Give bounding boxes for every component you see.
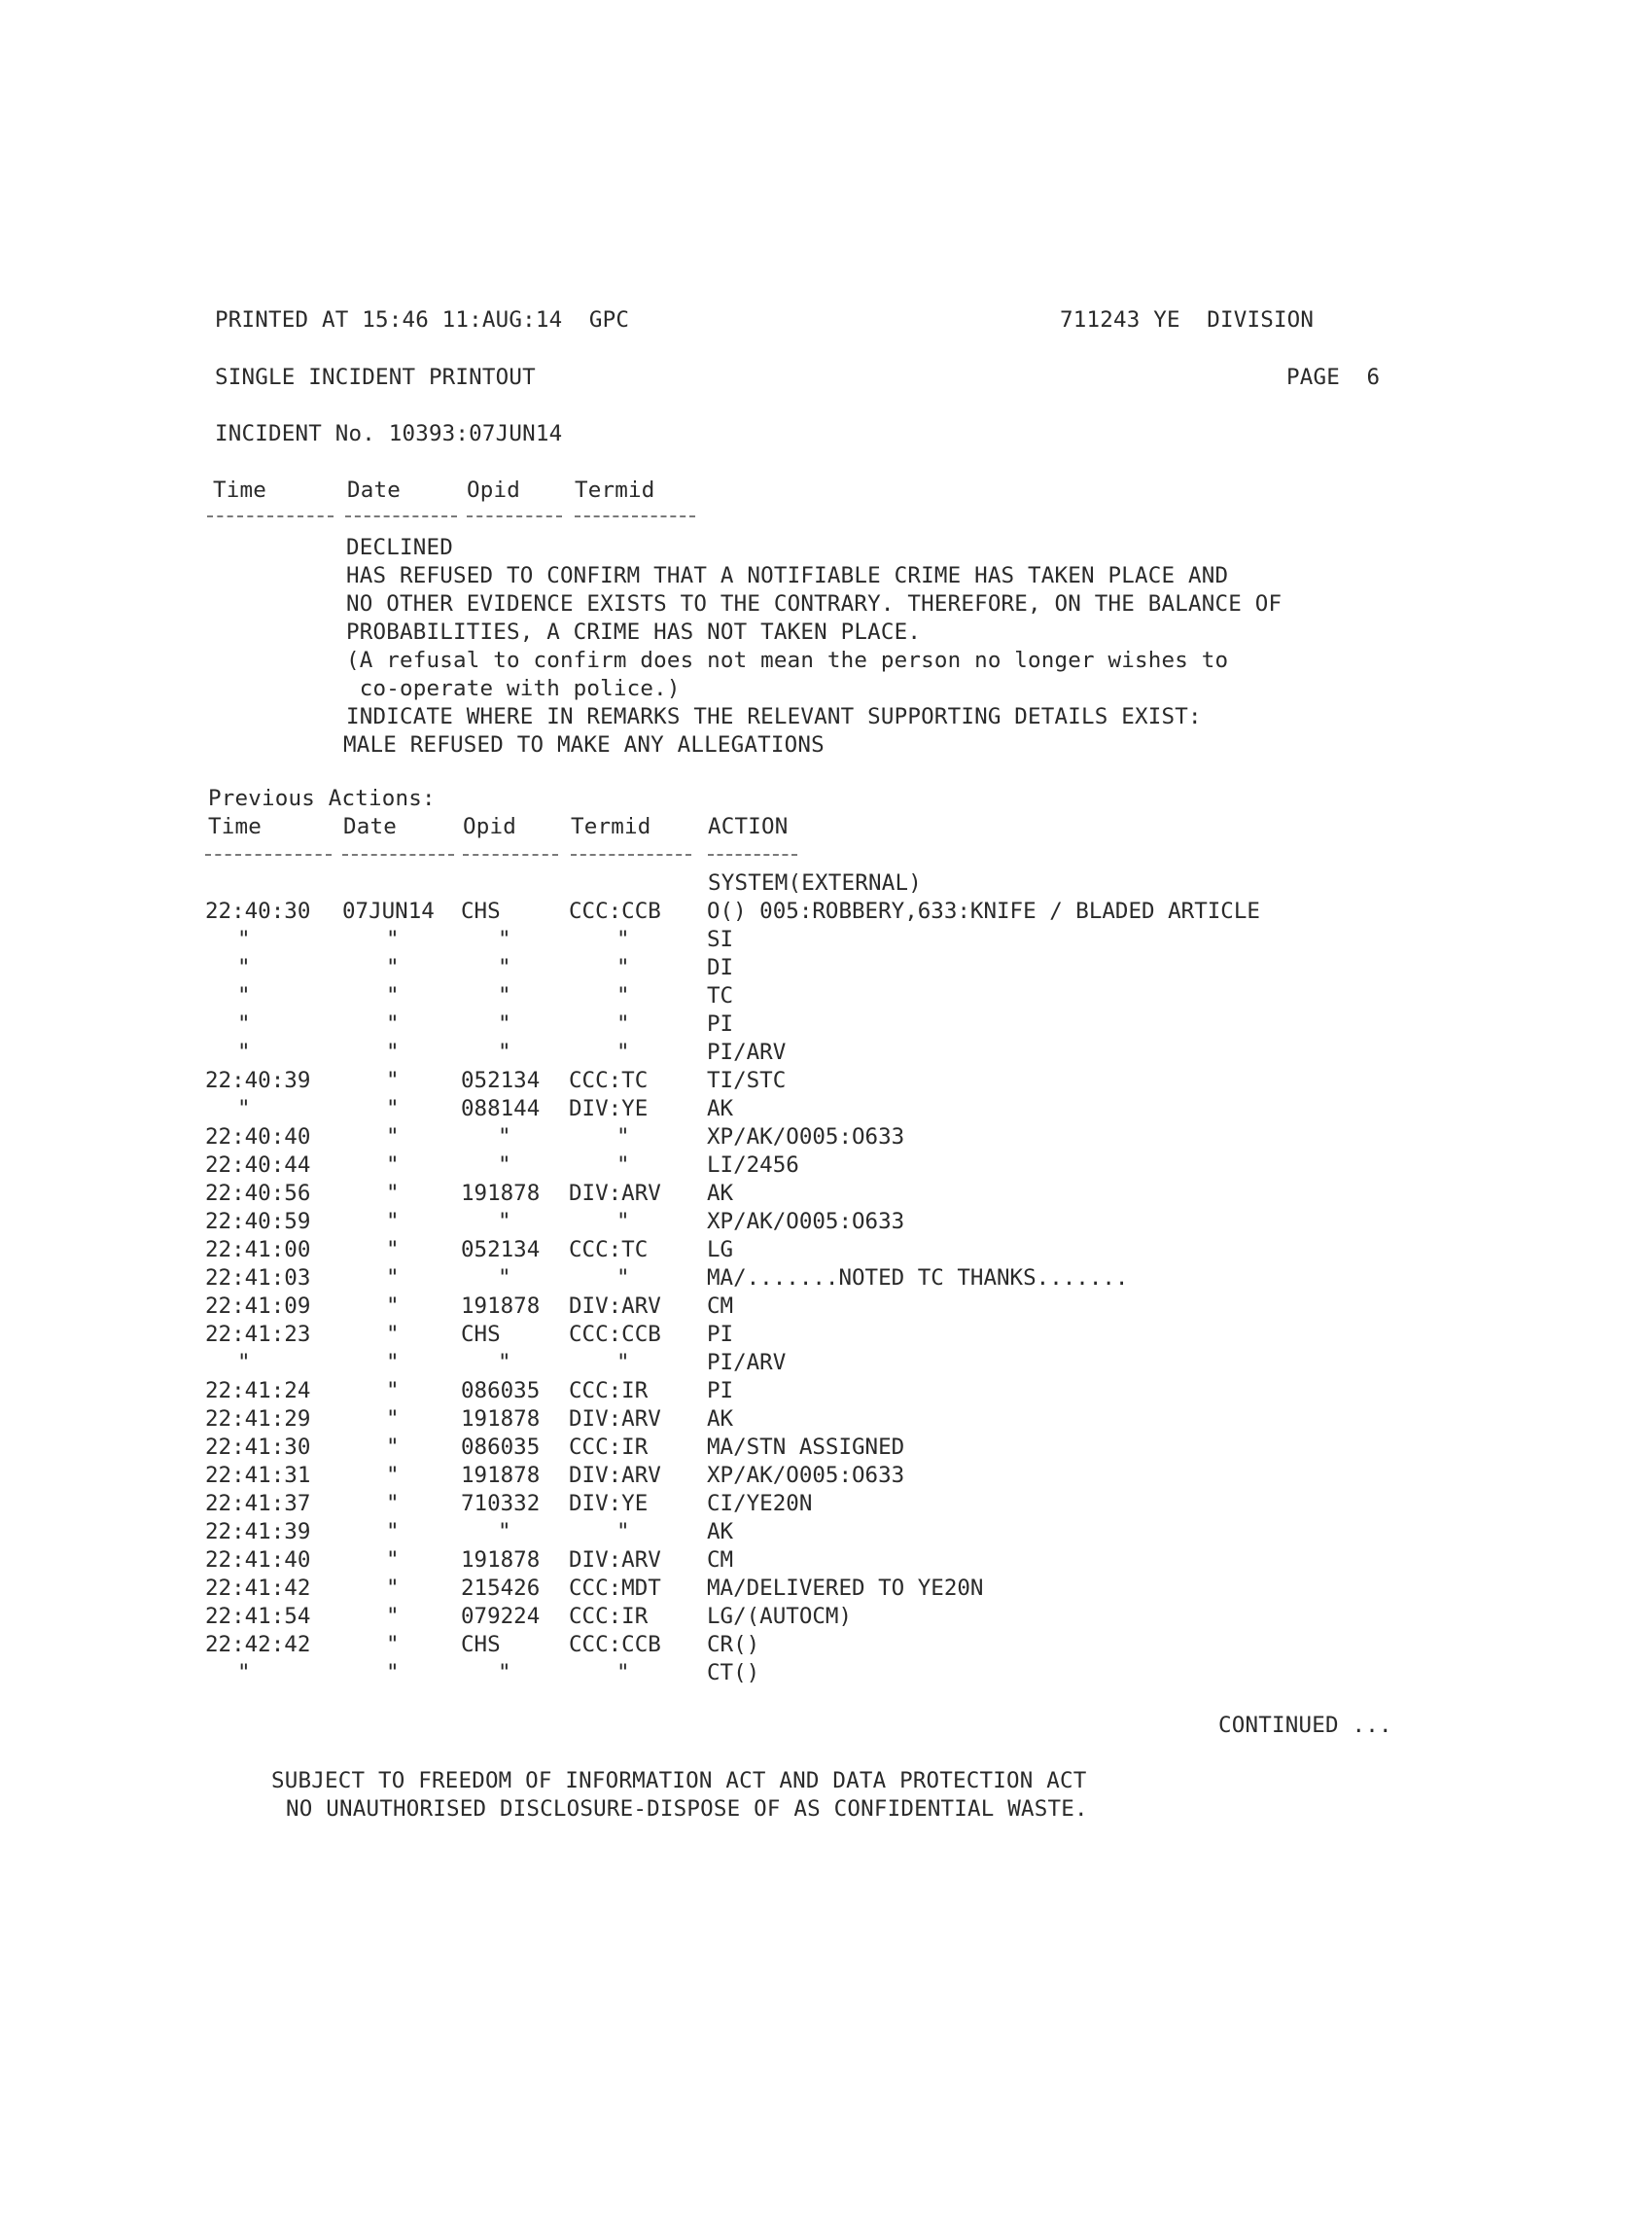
row-time: 22:41:42 (205, 1576, 311, 1601)
row-opid: 191878 (461, 1406, 541, 1432)
row-opid: 052134 (461, 1237, 541, 1262)
table-row (0, 1095, 1652, 1123)
row-termid: CCC:IR (569, 1378, 649, 1403)
row-action: PI/ARV (707, 1040, 787, 1065)
row-date: " (386, 1209, 400, 1234)
row-date: " (386, 1604, 400, 1629)
row-termid: DIV:YE (569, 1096, 649, 1121)
row-termid: " (616, 1209, 630, 1234)
row-time: 22:40:39 (205, 1068, 311, 1093)
table-row (0, 1434, 1652, 1462)
row-date: " (386, 1152, 400, 1178)
actions-col-time: Time (208, 814, 262, 839)
row-opid: 086035 (461, 1435, 541, 1460)
table-row (0, 1377, 1652, 1405)
row-date: " (386, 1519, 400, 1544)
row-action: CM (707, 1293, 734, 1319)
row-action: SI (707, 927, 734, 952)
table-row (0, 954, 1652, 982)
row-action: LG/(AUTOCM) (707, 1604, 853, 1629)
divider (342, 854, 454, 856)
row-opid: " (498, 1124, 511, 1150)
row-opid: " (498, 1519, 511, 1544)
table-row (0, 1180, 1652, 1208)
row-date: " (386, 1632, 400, 1657)
row-termid: DIV:ARV (569, 1463, 661, 1488)
divider (571, 854, 691, 856)
actions-col-action: ACTION (708, 814, 789, 839)
row-action: XP/AK/O005:O633 (707, 1463, 905, 1488)
row-date: " (386, 1096, 400, 1121)
table-row (0, 1405, 1652, 1434)
row-action: PI (707, 1011, 734, 1037)
row-action: LG (707, 1237, 734, 1262)
row-opid: " (498, 1209, 511, 1234)
row-time: " (237, 1096, 251, 1121)
table-row (0, 1631, 1652, 1659)
row-time: 22:40:56 (205, 1181, 311, 1206)
row-action: MA/DELIVERED TO YE20N (707, 1576, 984, 1601)
row-time: 22:41:30 (205, 1435, 311, 1460)
row-termid: " (616, 1350, 630, 1375)
table-row (0, 1208, 1652, 1236)
row-opid: " (498, 1350, 511, 1375)
row-termid: " (616, 1519, 630, 1544)
row-termid: CCC:IR (569, 1604, 649, 1629)
row-termid: CCC:CCB (569, 1632, 661, 1657)
row-time: 22:41:40 (205, 1547, 311, 1573)
row-date: " (386, 1293, 400, 1319)
row-termid: CCC:CCB (569, 1322, 661, 1347)
row-termid: " (616, 1124, 630, 1150)
previous-actions-title: Previous Actions: (208, 786, 436, 811)
row-opid: CHS (461, 1632, 501, 1657)
row-date: " (386, 1068, 400, 1093)
table-row (0, 1546, 1652, 1575)
row-termid: DIV:ARV (569, 1406, 661, 1432)
row-date: " (386, 1181, 400, 1206)
row-action: XP/AK/O005:O633 (707, 1209, 905, 1234)
row-date: " (386, 1124, 400, 1150)
footer-line-1: SUBJECT TO FREEDOM OF INFORMATION ACT AND DATA PROTECTION ACT (271, 1768, 1087, 1793)
row-opid: 191878 (461, 1463, 541, 1488)
row-time: 22:41:09 (205, 1293, 311, 1319)
row-termid: " (616, 1660, 630, 1685)
row-time: 22:41:24 (205, 1378, 311, 1403)
row-action: DI (707, 955, 734, 980)
row-time: 22:41:54 (205, 1604, 311, 1629)
remarks-line: DECLINED (346, 535, 453, 560)
row-opid: 079224 (461, 1604, 541, 1629)
row-termid: " (616, 1040, 630, 1065)
row-time: 22:40:59 (205, 1209, 311, 1234)
row-termid: " (616, 1265, 630, 1291)
row-date: " (386, 1435, 400, 1460)
row-termid: CCC:CCB (569, 899, 661, 924)
row-time: 22:41:29 (205, 1406, 311, 1432)
row-termid: CCC:MDT (569, 1576, 661, 1601)
row-termid: DIV:YE (569, 1491, 649, 1516)
row-date: " (386, 1491, 400, 1516)
row-termid: CCC:IR (569, 1435, 649, 1460)
row-opid: " (498, 1011, 511, 1037)
remarks-col-time: Time (213, 478, 266, 503)
row-opid: " (498, 1040, 511, 1065)
row-action: CM (707, 1547, 734, 1573)
row-action: MA/STN ASSIGNED (707, 1435, 905, 1460)
table-row (0, 1264, 1652, 1293)
remarks-col-termid: Termid (575, 478, 655, 503)
row-termid: DIV:ARV (569, 1547, 661, 1573)
table-row (0, 1659, 1652, 1687)
row-opid: " (498, 927, 511, 952)
row-opid: " (498, 983, 511, 1009)
divider (575, 515, 695, 517)
row-opid: CHS (461, 899, 501, 924)
row-date: " (386, 1322, 400, 1347)
page-number: PAGE 6 (1286, 365, 1381, 390)
table-row (0, 1349, 1652, 1377)
row-opid: 710332 (461, 1491, 541, 1516)
table-row (0, 1462, 1652, 1490)
table-row (0, 1151, 1652, 1180)
row-time: 22:41:31 (205, 1463, 311, 1488)
row-action: TC (707, 983, 734, 1009)
divider (205, 854, 332, 856)
row-action: AK (707, 1519, 734, 1544)
row-date: " (386, 1265, 400, 1291)
footer-line-2: NO UNAUTHORISED DISCLOSURE-DISPOSE OF AS CONFIDENTIAL WASTE. (286, 1796, 1088, 1822)
row-termid: DIV:ARV (569, 1293, 661, 1319)
row-date: " (386, 1378, 400, 1403)
row-termid: " (616, 927, 630, 952)
row-action: TI/STC (707, 1068, 787, 1093)
divider (467, 515, 562, 517)
row-time: " (237, 955, 251, 980)
row-action: CT() (707, 1660, 760, 1685)
row-action: AK (707, 1181, 734, 1206)
divider (207, 515, 334, 517)
table-row (0, 898, 1652, 926)
remarks-col-opid: Opid (467, 478, 520, 503)
row-date: " (386, 983, 400, 1009)
table-row (0, 1490, 1652, 1518)
row-time: 22:41:39 (205, 1519, 311, 1544)
row-time: " (237, 983, 251, 1009)
remarks-line: HAS REFUSED TO CONFIRM THAT A NOTIFIABLE CRIME HAS TAKEN PLACE AND (346, 563, 1229, 588)
row-opid: " (498, 1152, 511, 1178)
remarks-col-date: Date (347, 478, 401, 503)
row-termid: " (616, 983, 630, 1009)
remarks-line: PROBABILITIES, A CRIME HAS NOT TAKEN PLACE. (346, 620, 922, 645)
row-action: CI/YE20N (707, 1491, 813, 1516)
row-action: AK (707, 1406, 734, 1432)
row-time: 22:42:42 (205, 1632, 311, 1657)
row-time: 22:40:40 (205, 1124, 311, 1150)
row-action: MA/.......NOTED TC THANKS....... (707, 1265, 1129, 1291)
row-opid: 215426 (461, 1576, 541, 1601)
table-row (0, 1575, 1652, 1603)
system-line: SYSTEM(EXTERNAL) (708, 870, 922, 896)
row-action: XP/AK/O005:O633 (707, 1124, 905, 1150)
remarks-line: INDICATE WHERE IN REMARKS THE RELEVANT SUPPORTING DETAILS EXIST: (346, 704, 1202, 729)
row-opid: " (498, 1660, 511, 1685)
printed-at: PRINTED AT 15:46 11:AUG:14 GPC (215, 307, 630, 333)
row-termid: CCC:TC (569, 1068, 649, 1093)
row-opid: CHS (461, 1322, 501, 1347)
row-termid: " (616, 955, 630, 980)
row-date: " (386, 1237, 400, 1262)
table-row (0, 1321, 1652, 1349)
divider (708, 854, 797, 856)
row-time: " (237, 927, 251, 952)
row-termid: " (616, 1011, 630, 1037)
row-action: O() 005:ROBBERY,633:KNIFE / BLADED ARTICLE (707, 899, 1260, 924)
row-date: " (386, 1350, 400, 1375)
table-row (0, 1010, 1652, 1039)
row-date: 07JUN14 (342, 899, 435, 924)
incident-number: INCIDENT No. 10393:07JUN14 (215, 421, 563, 446)
remarks-line: co-operate with police.) (346, 676, 681, 701)
divider (345, 515, 457, 517)
row-termid: " (616, 1152, 630, 1178)
row-action: CR() (707, 1632, 760, 1657)
row-action: PI/ARV (707, 1350, 787, 1375)
actions-col-opid: Opid (463, 814, 516, 839)
row-time: " (237, 1350, 251, 1375)
row-opid: 191878 (461, 1547, 541, 1573)
row-date: " (386, 927, 400, 952)
continued-label: CONTINUED ... (1218, 1713, 1392, 1738)
row-time: " (237, 1011, 251, 1037)
table-row (0, 1293, 1652, 1321)
row-time: 22:41:03 (205, 1265, 311, 1291)
row-time: 22:40:30 (205, 899, 311, 924)
row-time: 22:41:23 (205, 1322, 311, 1347)
row-date: " (386, 1463, 400, 1488)
row-opid: 191878 (461, 1293, 541, 1319)
remarks-line: MALE REFUSED TO MAKE ANY ALLEGATIONS (343, 732, 825, 758)
table-row (0, 982, 1652, 1010)
row-termid: CCC:TC (569, 1237, 649, 1262)
table-row (0, 926, 1652, 954)
row-date: " (386, 1011, 400, 1037)
report-title: SINGLE INCIDENT PRINTOUT (215, 365, 536, 390)
table-row (0, 1603, 1652, 1631)
remarks-line: NO OTHER EVIDENCE EXISTS TO THE CONTRARY. THEREFORE, ON THE BALANCE OF (346, 591, 1283, 617)
row-opid: 086035 (461, 1378, 541, 1403)
row-date: " (386, 1406, 400, 1432)
row-time: " (237, 1040, 251, 1065)
row-date: " (386, 1576, 400, 1601)
actions-col-date: Date (343, 814, 397, 839)
actions-col-termid: Termid (571, 814, 651, 839)
row-time: " (237, 1660, 251, 1685)
row-opid: " (498, 1265, 511, 1291)
row-opid: 088144 (461, 1096, 541, 1121)
row-opid: 052134 (461, 1068, 541, 1093)
row-date: " (386, 1547, 400, 1573)
remarks-line: (A refusal to confirm does not mean the person no longer wishes to (346, 648, 1229, 673)
row-time: 22:40:44 (205, 1152, 311, 1178)
table-row (0, 1123, 1652, 1151)
table-row (0, 1518, 1652, 1546)
row-action: AK (707, 1096, 734, 1121)
row-date: " (386, 1040, 400, 1065)
table-row (0, 1236, 1652, 1264)
row-termid: DIV:ARV (569, 1181, 661, 1206)
row-action: PI (707, 1378, 734, 1403)
division: 711243 YE DIVISION (1060, 307, 1315, 333)
row-opid: 191878 (461, 1181, 541, 1206)
row-action: PI (707, 1322, 734, 1347)
row-date: " (386, 955, 400, 980)
row-time: 22:41:37 (205, 1491, 311, 1516)
table-row (0, 1067, 1652, 1095)
table-row (0, 1039, 1652, 1067)
divider (463, 854, 558, 856)
row-time: 22:41:00 (205, 1237, 311, 1262)
row-date: " (386, 1660, 400, 1685)
row-opid: " (498, 955, 511, 980)
row-action: LI/2456 (707, 1152, 799, 1178)
